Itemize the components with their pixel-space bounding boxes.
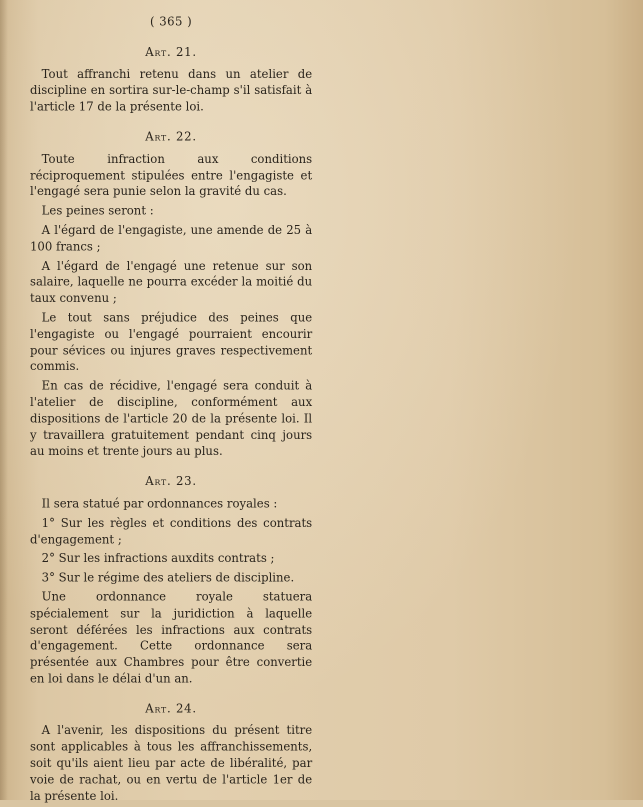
article-paragraph: En cas de récidive, l'engagé sera conduit à l'atelier de discipline, conformément aux dispositions de l'article 20 de la présente loi. Il y travaillera gratuitement pendant cinq jours au moins et trente jours au plus. — [30, 379, 313, 459]
article-paragraph: A l'égard de l'engagé une retenue sur son salaire, laquelle ne pourra excéder la moitié du taux convenu ; — [30, 258, 313, 306]
page-number: ( 365 ) — [149, 14, 193, 29]
article-paragraph: A l'égard de l'engagiste, une amende de 25 à 100 francs ; — [30, 223, 313, 254]
article-heading: Art. 23. — [145, 474, 197, 488]
text-column — [30, 14, 312, 807]
article-paragraph: Toute infraction aux conditions réciproquement stipulées entre l'engagiste et l'engagé sera punie selon la gravité du cas. — [30, 151, 313, 199]
article-paragraph: Tout affranchi retenu dans un atelier de discipline en sortira sur-le-champ s'il satisfait à l'article 17 de la présente loi. — [30, 67, 313, 114]
article-paragraph: Il sera statué par ordonnances royales : — [41, 496, 278, 511]
article-paragraph: Les peines seront : — [41, 203, 154, 218]
article-paragraph: A l'avenir, les dispositions du présent titre sont applicables à tous les affranchissements, soit qu'ils aient lieu par acte de libéralité, par voie de rachat, ou en vertu de l'article 1er de la présente loi. — [30, 723, 313, 803]
article-22 — [30, 129, 312, 460]
article-heading: Art. 22. — [145, 129, 197, 144]
article-paragraph: Une ordonnance royale statuera spécialement sur la juridiction à laquelle seront déférées les infractions aux contrats d'engagement. Cette ordonnance sera présentée aux Chambres pour être convertie en loi dans le délai d'un an. — [30, 589, 313, 686]
article-heading: Art. 24. — [145, 701, 197, 716]
article-paragraph: 3° Sur le régime des ateliers de discipline. — [41, 570, 295, 585]
article-paragraph: 1° Sur les règles et conditions des contrats d'engagement ; — [30, 515, 313, 546]
article-23 — [30, 473, 312, 687]
article-21 — [30, 44, 312, 115]
article-24 — [30, 701, 312, 805]
article-paragraph: Le tout sans préjudice des peines que l'engagiste ou l'engagé pourraient encourir pour sévices ou injures graves respectivement commis. — [30, 310, 313, 374]
article-heading: Art. 21. — [145, 44, 197, 59]
article-paragraph: 2° Sur les infractions auxdits contrats ; — [41, 551, 275, 566]
page-fold-shadow — [0, 0, 8, 800]
